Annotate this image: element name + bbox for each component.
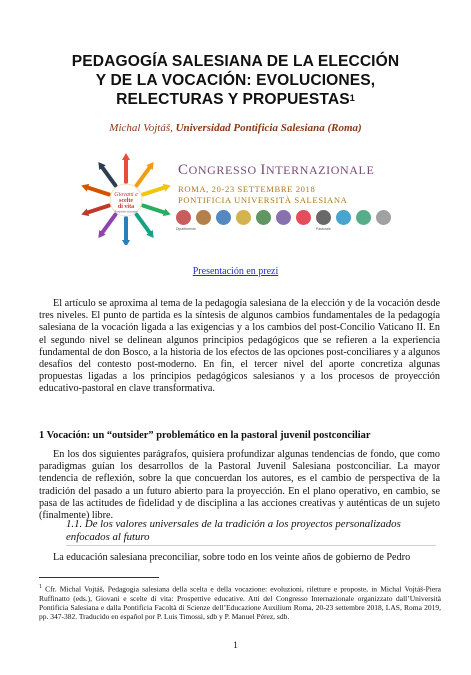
congress-university: PONTIFICIA UNIVERSITÀ SALESIANA	[178, 194, 348, 205]
authors-line	[0, 122, 471, 134]
logo-arrow	[86, 187, 109, 194]
prezi-link[interactable]: Presentación en prezi	[192, 266, 279, 277]
sponsor-logo	[256, 210, 271, 225]
sponsor-logo	[316, 210, 331, 225]
footnote	[39, 583, 441, 622]
subsection-heading-1-1: 1.1. De los valores universales de la tradición a los proyectos personalizados enfocados al futuro	[66, 518, 436, 546]
congress-banner	[78, 150, 398, 245]
logo-arrow	[101, 215, 115, 234]
author-name: Michal Vojtáš,	[109, 122, 173, 134]
footnote-divider	[39, 577, 159, 578]
body-paragraph-1: En los dos siguientes parágrafos, quisiera profundizar algunas tendencias de fondo, que como paradigmas guían los desarrollos de la Pastoral Juvenil Salesiana postconciliar. La mayor tendencia de reflexión, sobre la que concuerdan los autores, es el cambio de perspectiva de la tradición del pasado a un futuro abierto para la proyección. En el plano operativo, en cambio, se pasa de las actitudes de fidelidad y de disciplina a las acciones creativas y auténticas de un sujeto (finalmente) libre.	[39, 449, 440, 522]
sponsor-logo	[276, 210, 291, 225]
sponsor-logos	[176, 210, 398, 238]
logo-arrow-head	[122, 153, 130, 160]
author-university: Universidad Pontificia Salesiana (Roma)	[175, 122, 362, 134]
logo-arrow	[137, 215, 151, 234]
congress-date: ROMA, 20-23 SETTEMBRE 2018	[178, 184, 316, 194]
sponsor-logo	[236, 210, 251, 225]
sponsor-label: Dipartimento	[176, 227, 196, 231]
congress-logo	[78, 150, 174, 245]
congress-title	[178, 162, 398, 179]
footnote-text: Cfr. Michal Vojtáš, Pedagogia salesiana della scelta e della vocazione: evoluzioni, riletture e proposte, in Michal Vojtáš-Piera Ruffinatto (eds.), Giovani e scelte di vita: Prospettive educative. Atti del Congresso Internazionale organizzato dall’Università Pontificia Salesiana e dalla Pontificia Facoltà di Scienze dell’Educazione Auxilium Roma, 20-23 settembre 2018, LAS, Roma 2019, pp. 347-382. Traducido en español por P. Luis Timossi, sdb y P. Manuel Pérez, sdb.	[39, 584, 441, 622]
congress-initial-1: C	[178, 162, 189, 178]
page-number: 1	[233, 641, 238, 651]
logo-arrow	[86, 206, 109, 213]
congress-word-1: ONGRESSO	[188, 163, 261, 177]
congress-place	[178, 184, 398, 205]
logo-arrow	[143, 187, 166, 194]
logo-text-2: scelte	[119, 198, 133, 204]
logo-arrow-head	[122, 240, 130, 245]
page-title	[30, 52, 441, 109]
sponsor-logo	[296, 210, 311, 225]
title-line-3	[30, 90, 441, 109]
congress-word-2: NTERNAZIONALE	[265, 163, 375, 177]
title-line-2: Y DE LA VOCACIÓN: EVOLUCIONES,	[95, 72, 376, 89]
sponsor-logo	[176, 210, 191, 225]
title-line-3-text: RELECTURAS Y PROPUESTAS	[116, 91, 350, 108]
logo-text-4: Prospettive educative	[114, 210, 138, 214]
section-heading-1: 1 Vocación: un “outsider” problemático en la pastoral juvenil postconciliar	[39, 430, 371, 441]
sponsor-logo	[216, 210, 231, 225]
footnote-marker: 1	[39, 584, 42, 590]
sponsor-logo	[376, 210, 391, 225]
sponsor-logo	[336, 210, 351, 225]
logo-arrow	[143, 206, 166, 213]
abstract-paragraph: El artículo se aproxima al tema de la pedagogía salesiana de la elección y de la vocación desde tres niveles. El punto de partida es la síntesis de algunos cambios fundamentales de la pedagogía salesiana de la vocación ligada a las exigencias y a los cambios del post-Concilio Vaticano II. En el segundo nivel se delinean algunos principios pedagógicos que se refieren a la experiencia fundamental de don Bosco, a la historia de los efectos de las opciones post-conciliares y a algunos desafíos del contesto post-moderno. En fin, el tercer nivel del aporte concretiza algunas propuestas ligadas a los principios pedagógicos salesianos y a los procesos de proyección educativo-pastoral en clave transformativa.	[39, 298, 440, 395]
logo-arrow	[101, 166, 115, 185]
title-line-1: PEDAGOGÍA SALESIANA DE LA ELECCIÓN	[71, 53, 400, 70]
congress-initial-2: I	[260, 162, 266, 178]
sponsor-logo	[196, 210, 211, 225]
logo-text-3: di vita	[117, 204, 135, 210]
sponsor-label: Pastorale	[316, 227, 331, 231]
title-footnote-ref[interactable]: 1	[349, 93, 355, 103]
logo-text-1: Giovani e	[114, 192, 138, 198]
sponsor-logo	[356, 210, 371, 225]
body-paragraph-2: La educación salesiana preconciliar, sobre todo en los veinte años de gobierno de Pedro	[53, 552, 411, 563]
logo-arrow	[137, 166, 151, 185]
